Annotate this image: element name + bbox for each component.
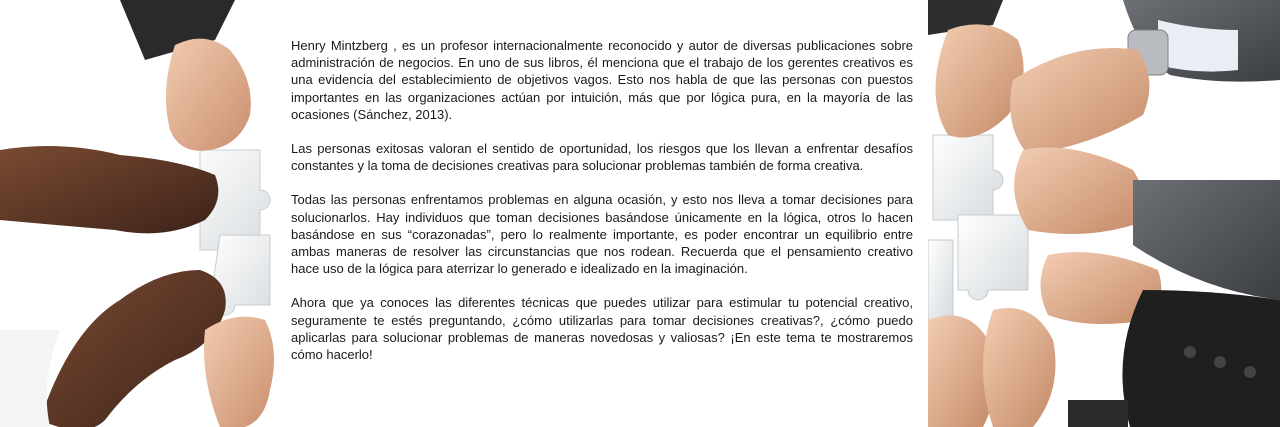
paragraph-4: Ahora que ya conoces las diferentes técnicas que puedes utilizar para estimular tu potencial creativo, seguramente te estés preguntando, ¿cómo utilizarlas para tomar decisiones creativas?, ¿cómo puedo aplicarlas para solucionar problemas de maneras novedosas y valiosas? ¡En este tema te mostraremos cómo hacerlo!: [291, 295, 913, 363]
article-body: [291, 37, 913, 380]
paragraph-3: Todas las personas enfrentamos problemas en alguna ocasión, y esto nos lleva a tomar decisiones para solucionarlos. Hay individuos que toman decisiones basándose únicamente en la lógica, otros lo hacen basándose en sus “corazonadas”, pero lo realmente importante, es poder encontrar un equilibrio entre ambas maneras de resolver las circunstancias que nos rodean. Recuerda que el pensamiento creativo hace uso de la lógica para aterrizar lo generado e idealizado en la imaginación.: [291, 192, 913, 277]
paragraph-1: Henry Mintzberg , es un profesor internacionalmente reconocido y autor de diversas publicaciones sobre administración de negocios. En uno de sus libros, él menciona que el trabajo de los gerentes creativos es una evidencia del establecimiento de objetivos vagos. Esto nos habla de que las personas con puestos importantes en las organizaciones actúan por intuición, más que por lógica pura, en la mayoría de las ocasiones (Sánchez, 2013).: [291, 38, 913, 122]
paragraph-2: Las personas exitosas valoran el sentido de oportunidad, los riesgos que los llevan a enfrentar desafíos constantes y la toma de decisiones creativas para solucionar problemas también de forma creativa.: [291, 141, 913, 174]
right-puzzle-hands-image: [928, 0, 1280, 427]
left-puzzle-hands-image: [0, 0, 275, 427]
puzzle-hands-icon: [0, 0, 275, 427]
puzzle-hands-icon: [928, 0, 1280, 427]
